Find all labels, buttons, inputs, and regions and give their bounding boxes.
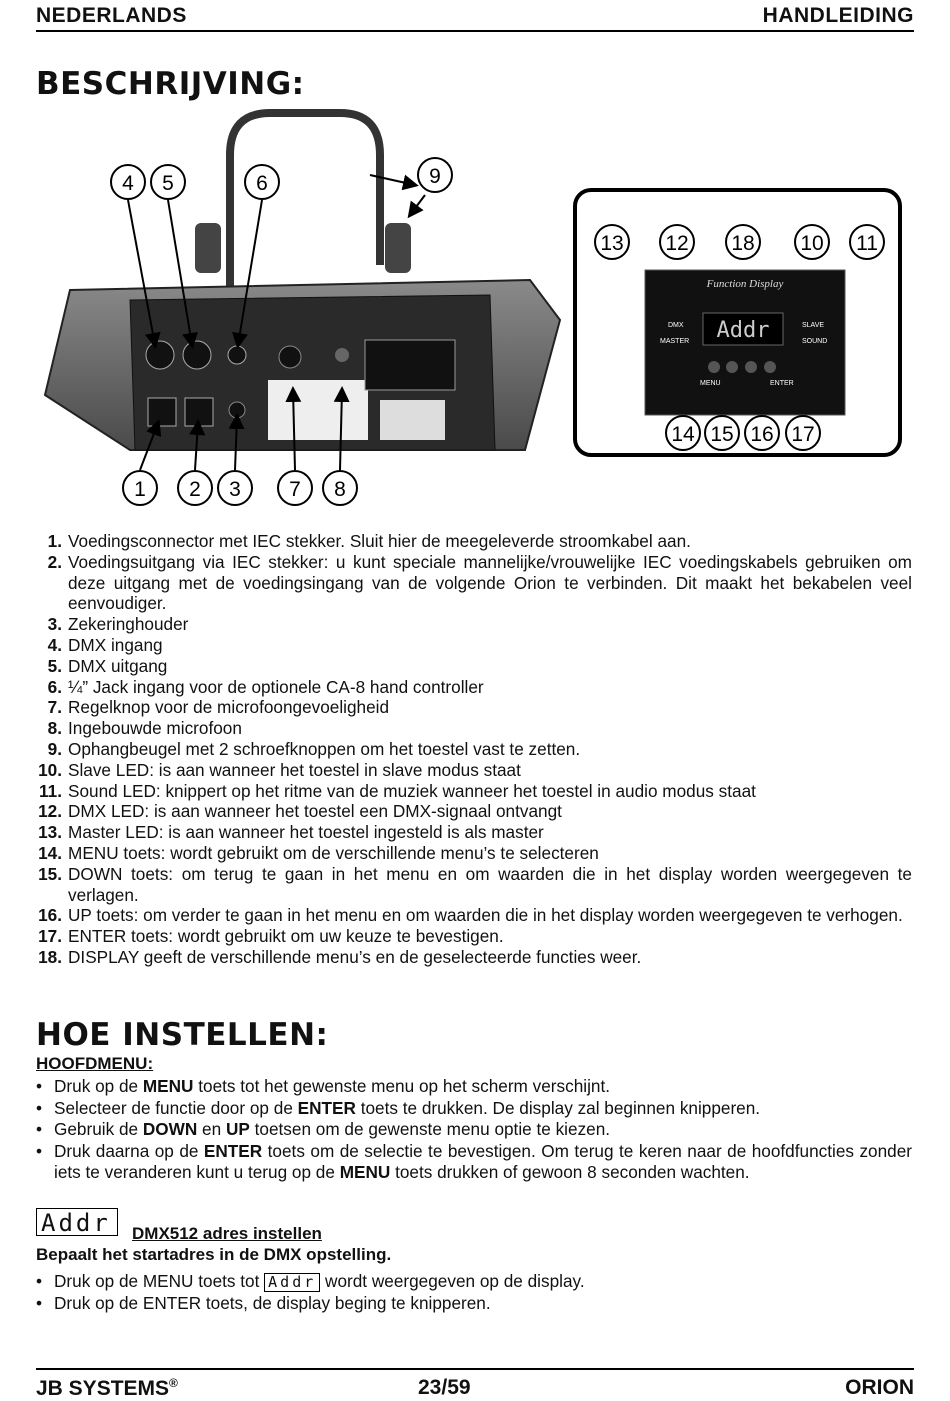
- list-item: 6. ¼” Jack ingang voor de optionele CA-8 hand controller: [47, 676, 484, 697]
- callout-18: 18: [731, 232, 755, 255]
- feature-list: [36, 531, 912, 968]
- callout-15: 15: [710, 423, 734, 446]
- list-item: 9. Ophangbeugel met 2 schroefknoppen om het toestel vast te zetten.: [47, 738, 581, 759]
- list-item: 2. Voedingsuitgang via IEC stekker: u kunt speciale mannelijke/vrouwelijke IEC voedingskabels gebruiken om deze uitgang met de voedingsingang van de volgende Orion te verbinden. Dit maakt het bekabelen veel eenvoudiger.: [47, 551, 912, 614]
- list-item: • Selecteer de functie door op de ENTER toets te drukken. De display zal beginnen knipperen.: [36, 1098, 912, 1120]
- list-item: 12. DMX LED: is aan wanneer het toestel een DMX-signaal ontvangt: [38, 801, 562, 822]
- list-item: 7. Regelknop voor de microfoongevoeligheid: [47, 697, 390, 718]
- list-item: 15. DOWN toets: om terug te gaan in het menu en om waarden die in het display worden weergegeven te verlagen.: [38, 863, 912, 905]
- list-item: 8. Ingebouwde microfoon: [47, 718, 242, 739]
- section-title-setup: HOE INSTELLEN:: [36, 1017, 329, 1053]
- main-menu-steps: [36, 1076, 912, 1184]
- callout-11: 11: [856, 232, 878, 255]
- list-item: 3. Zekeringhouder: [47, 614, 189, 635]
- led-dmx-label: DMX: [668, 322, 684, 329]
- button-enter-label: ENTER: [770, 380, 794, 387]
- list-item: 13. Master LED: is aan wanneer het toestel ingesteld is als master: [38, 822, 544, 843]
- panel-display-value: Addr: [716, 318, 770, 343]
- callout-12: 12: [665, 232, 689, 255]
- dmx-address-title: DMX512 adres instellen: [132, 1224, 322, 1243]
- callout-13: 13: [600, 232, 624, 255]
- callout-3: 3: [229, 478, 241, 501]
- list-item: 5. DMX uitgang: [47, 655, 168, 676]
- callout-4: 4: [122, 172, 134, 195]
- list-item: 14. MENU toets: wordt gebruikt om de verschillende menu’s te selecteren: [38, 842, 599, 863]
- callout-9: 9: [429, 165, 441, 188]
- callout-17: 17: [791, 423, 815, 446]
- led-slave-label: SLAVE: [802, 322, 825, 329]
- list-item: • Druk daarna op de ENTER toets om de selectie te bevestigen. Om terug te keren naar de hoofdfuncties zonder iets te veranderen kunt u terug op de MENU toets drukken of gewoon 8 seconden wachten.: [36, 1141, 912, 1184]
- led-master-label: MASTER: [660, 338, 690, 345]
- footer-brand: JB SYSTEMS®: [36, 1376, 178, 1400]
- page-footer: [36, 1368, 914, 1399]
- list-item: 16. UP toets: om verder te gaan in het menu en om waarden die in het display worden weergegeven te verhogen.: [38, 905, 903, 926]
- addr-display-inline-icon: Addr: [264, 1273, 320, 1292]
- button-menu-label: MENU: [700, 380, 721, 387]
- dmx-address-steps: [36, 1270, 912, 1314]
- list-item: • Druk op de MENU toets tot Addr wordt weergegeven op de display.: [36, 1270, 912, 1292]
- callout-2: 2: [189, 478, 201, 501]
- page-header: [36, 2, 914, 32]
- callout-14: 14: [671, 423, 695, 446]
- list-item: • Druk op de ENTER toets, de display beging te knipperen.: [36, 1292, 912, 1314]
- callout-5: 5: [162, 172, 174, 195]
- section-title-description: BESCHRIJVING:: [36, 66, 305, 102]
- callout-16: 16: [750, 423, 774, 446]
- led-sound-label: SOUND: [802, 338, 828, 345]
- callout-6: 6: [256, 172, 268, 195]
- list-item: 1. Voedingsconnector met IEC stekker. Sluit hier de meegeleverde stroomkabel aan.: [47, 531, 691, 551]
- header-language: NEDERLANDS: [36, 4, 187, 27]
- list-item: 18. DISPLAY geeft de verschillende menu’s en de geselecteerde functies weer.: [38, 946, 642, 967]
- list-item: 11. Sound LED: knippert op het ritme van de muziek wanneer het toestel in audio modus staat: [39, 780, 756, 801]
- dmx-address-description: Bepaalt het startadres in de DMX opstelling.: [36, 1245, 392, 1264]
- callout-7: 7: [289, 478, 301, 501]
- list-item: • Druk op de MENU toets tot het gewenste menu op het scherm verschijnt.: [36, 1076, 912, 1098]
- header-doc-type: HANDLEIDING: [762, 4, 914, 27]
- list-item: 4. DMX ingang: [47, 634, 163, 655]
- list-item: • Gebruik de DOWN en UP toetsen om de gewenste menu optie te kiezen.: [36, 1119, 912, 1141]
- callout-1: 1: [134, 478, 146, 501]
- callout-10: 10: [800, 232, 824, 255]
- callout-8: 8: [334, 478, 346, 501]
- list-item: 17. ENTER toets: wordt gebruikt om uw keuze te bevestigen.: [38, 926, 504, 947]
- list-item: 10. Slave LED: is aan wanneer het toestel in slave modus staat: [38, 759, 521, 780]
- subsection-title-main-menu: HOOFDMENU:: [36, 1054, 154, 1073]
- addr-display-icon: Addr: [36, 1208, 118, 1236]
- page-number: 23/59: [418, 1376, 471, 1399]
- device-illustration: [40, 105, 910, 515]
- footer-product: ORION: [845, 1376, 914, 1399]
- panel-label: Function Display: [706, 278, 784, 290]
